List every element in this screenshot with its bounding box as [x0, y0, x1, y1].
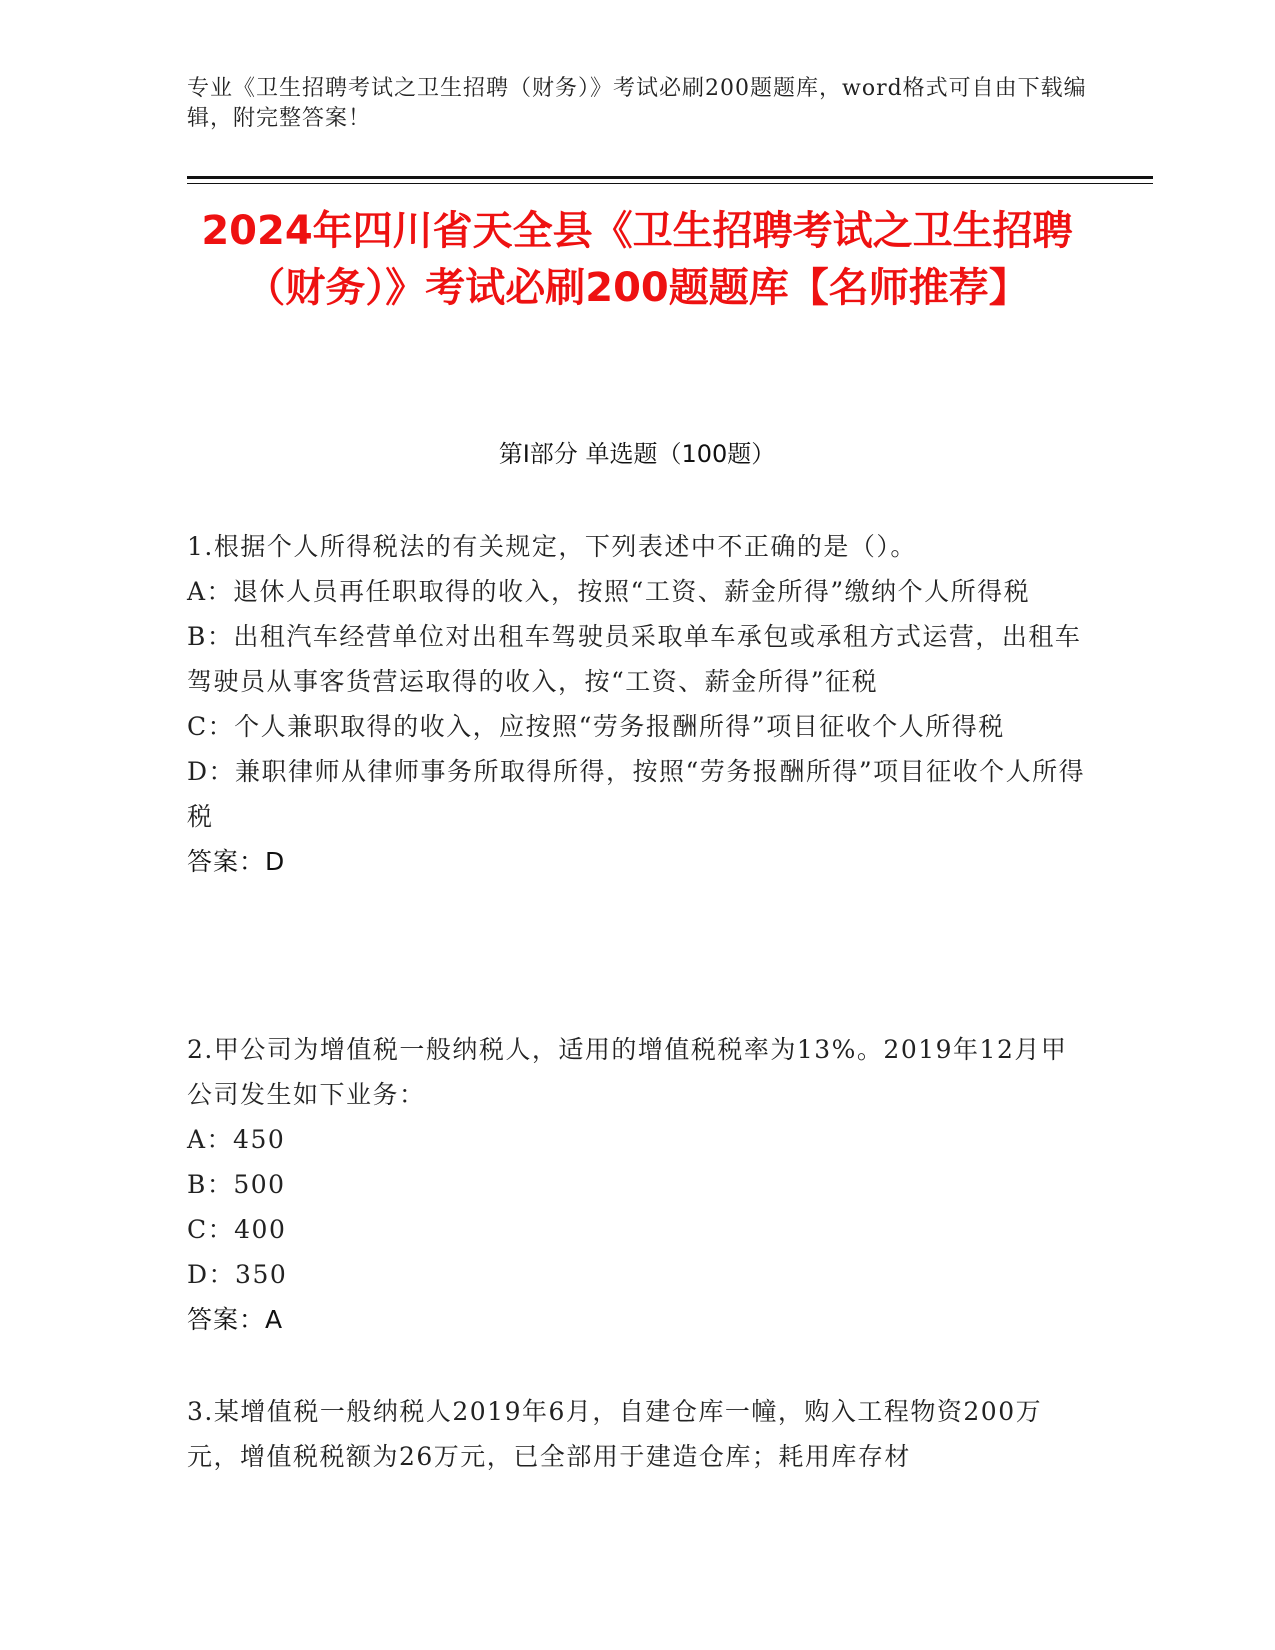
question-stem: 2.甲公司为增值税一般纳税人，适用的增值税税率为13%。2019年12月甲公司发生如下业务： [187, 1035, 1068, 1109]
question-stem: 3.某增值税一般纳税人2019年6月，自建仓库一幢，购入工程物资200万元，增值税税额为26万元，已全部用于建造仓库；耗用库存材 [187, 1397, 1043, 1471]
answer-label: 答案：D [187, 847, 286, 876]
section-heading: 第I部分 单选题（100题） [498, 440, 776, 468]
option-b: B：出租汽车经营单位对出租车驾驶员采取单车承包或承租方式运营，出租车驾驶员从事客货营运取得的收入，按“工资、薪金所得”征税 [187, 622, 1082, 696]
option-c: C：个人兼职取得的收入，应按照“劳务报酬所得”项目征收个人所得税 [187, 712, 1005, 741]
question-block [187, 524, 1087, 884]
header-note: 专业《卫生招聘考试之卫生招聘（财务）》考试必刷200题题库，word格式可自由下载编辑，附完整答案！ [187, 76, 1087, 131]
option-d: D：350 [187, 1260, 288, 1289]
question-block [187, 1389, 1087, 1479]
question-stem: 1.根据个人所得税法的有关规定，下列表述中不正确的是（）。 [187, 532, 917, 561]
option-a: A：退休人员再任职取得的收入，按照“工资、薪金所得”缴纳个人所得税 [187, 577, 1031, 606]
header-divider-thin [187, 183, 1153, 184]
answer-label: 答案：A [187, 1305, 284, 1334]
document-title: 2024年四川省天全县《卫生招聘考试之卫生招聘（财务）》考试必刷200题题库【名师推荐】 [201, 208, 1073, 311]
option-d: D：兼职律师从律师事务所取得所得，按照“劳务报酬所得”项目征收个人所得税 [187, 757, 1086, 831]
question-block [187, 1027, 1087, 1342]
option-a: A：450 [187, 1125, 286, 1154]
option-c: C：400 [187, 1215, 287, 1244]
option-b: B：500 [187, 1170, 286, 1199]
header-divider-thick [187, 176, 1153, 179]
